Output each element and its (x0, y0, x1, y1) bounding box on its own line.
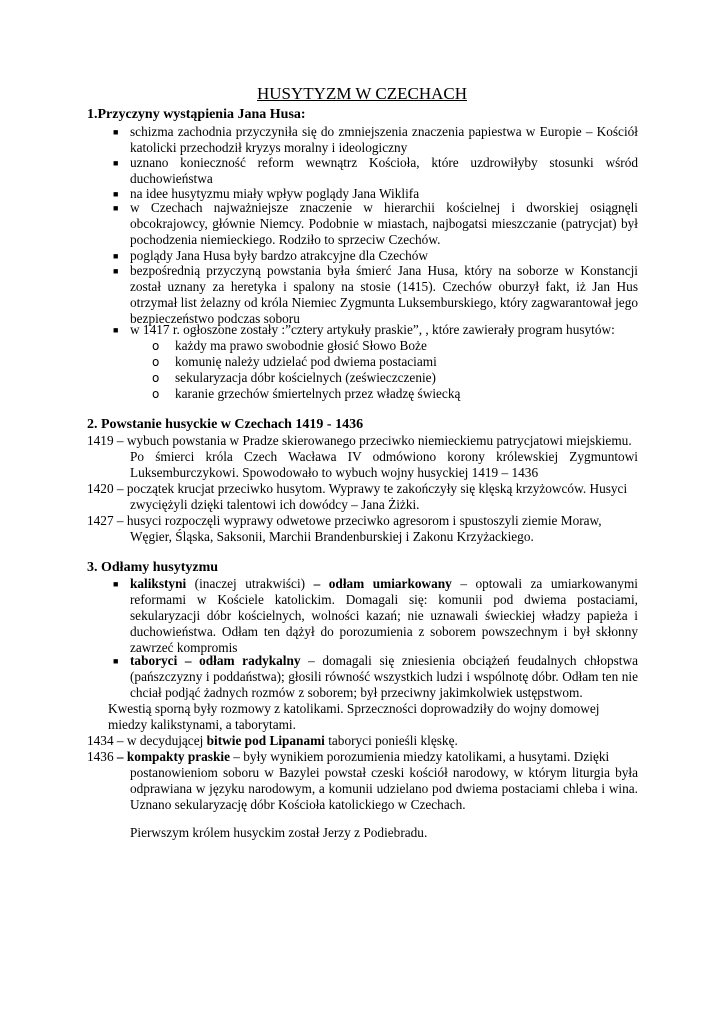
entry-continuation: postanowieniom soboru w Bazylei powstał czeski kościół narodowy, w którym liturgia była odprawiana w języku narodowym, a komunii udzielano pod dwiema postaciami chleba i wina. Uznano sekularyzację dóbr Kościoła katolickiego w Czechach. (130, 765, 638, 812)
entry-text: 1419 – wybuch powstania w Pradze skierowanego przeciwko niemieckiemu patrycjatowi miejskiemu. (87, 433, 632, 448)
page-title: HUSYTYZM W CZECHACH (257, 84, 467, 103)
entry-continuation: Węgier, Śląska, Saksonii, Marchii Brandenburskiej i Zakonu Krzyżackiego. (130, 529, 534, 544)
treaty-name: – kompakty praskie (116, 749, 230, 764)
sub-list-item: sekularyzacja dóbr kościelnych (ześwieczczenie) (175, 370, 436, 385)
timeline-entry (87, 513, 638, 545)
circle-bullet-icon: o (152, 355, 160, 369)
faction-name: taboryci – odłam radykalny (130, 653, 301, 668)
faction-description: – domagali się zniesienia obciążeń feudalnych chłopstwa (pańszczyzny i poddaństwa); głosili równość wszystkich ludzi i wspólnotę dóbr. Odłam ten nie chciał podjąć żadnych rozmów z soborem; był przeciwny jakimkolwiek ustępstwom. (130, 653, 639, 700)
bullet-icon: ■ (113, 656, 119, 666)
bullet-icon: ■ (113, 266, 119, 276)
entry-text: 1436 – kompakty praskie – były wynikiem porozumienia miedzy katolikami, a husytami. Dzięki (87, 749, 610, 764)
timeline-entry (87, 433, 638, 481)
bullet-icon: ■ (113, 579, 119, 589)
list-item: uznano konieczność reform wewnątrz Kościoła, które uzdrowiłyby stosunki wśród duchowieństwa (130, 155, 638, 186)
timeline-entry (87, 481, 638, 513)
bullet-icon: ■ (113, 251, 119, 261)
list-item: bezpośrednią przyczyną powstania była śmierć Jana Husa, który na soborze w Konstancji został uznany za heretyka i spalony na stosie (1415). Czechów oburzył fakt, iż Jan Hus otrzymał list żelazny od króla Niemiec Zygmunta Luksemburskiego, który zagwarantował jego bezpieczeństwo podczas soboru (130, 263, 638, 326)
sub-list-item: karanie grzechów śmiertelnych przez władzę świecką (175, 386, 461, 401)
entry-continuation: Po śmierci króla Czech Wacława IV odmówiono korony królewskiej Zygmuntowi Luksemburczykowi. Spowodowało to wybuch wojny husyckiej 1419 – 1436 (130, 449, 638, 480)
timeline-entry (87, 749, 638, 813)
entry-continuation: zwyciężyli dzięki talentowi ich dowódcy – Jana Żiżki. (130, 497, 420, 512)
list-item: schizma zachodnia przyczyniła się do zmniejszenia znaczenia papiestwa w Europie – Kościół katolicki przechodził kryzys moralny i ideologiczny (130, 124, 638, 155)
sub-list-item: każdy ma prawo swobodnie głosić Słowo Boże (175, 338, 427, 353)
paragraph (87, 701, 638, 733)
entry-text: 1434 – w decydującej bitwie pod Lipanami taboryci ponieśli klęskę. (87, 733, 458, 748)
section-1-heading: 1.Przyczyny wystąpienia Jana Husa: (87, 107, 306, 122)
entry-text: 1427 – husyci rozpoczęli wyprawy odwetowe przeciwko agresorom i spustoszyli ziemie Moraw, (87, 513, 602, 528)
faction-type: – odłam umiarkowany (313, 576, 452, 591)
list-item (130, 576, 638, 656)
timeline-entry (87, 733, 638, 749)
sub-list-item: komunię należy udzielać pod dwiema postaciami (175, 354, 437, 369)
bullet-icon: ■ (113, 325, 119, 335)
entry-text: 1420 – początek krucjat przeciwko husytom. Wyprawy te zakończyły się klęską krzyżowców. Husyci (87, 481, 628, 496)
paragraph-text: Kwestią sporną były rozmowy z katolikami. Sprzeczności doprowadziły do wojny domowej (108, 701, 600, 716)
list-item: w 1417 r. ogłoszone zostały :”cztery artykuły praskie”, , które zawierały program husytów: (130, 322, 615, 337)
closing-sentence: Pierwszym królem husyckim został Jerzy z Podiebradu. (130, 825, 428, 840)
list-item: na idee husytyzmu miały wpływ poglądy Jana Wiklifa (130, 186, 420, 201)
list-item (130, 653, 638, 701)
list-item: poglądy Jana Husa były bardzo atrakcyjne dla Czechów (130, 248, 428, 263)
circle-bullet-icon: o (152, 387, 160, 401)
faction-alias: (inaczej utrakwiści) (186, 576, 314, 591)
bullet-icon: ■ (113, 127, 119, 137)
faction-description: – optowali za umiarkowanymi reformami w Kościele katolickim. Domagali się: komunii pod dwiema postaciami, sekularyzacji dóbr kościelnych, wolności kazań; nie uznawali świeckiej władzy papieża i duchowieństwa. Odłam ten dążył do porozumienia z soborem powszechnym i był skłonny zawrzeć kompromis (130, 576, 638, 655)
faction-name: kalikstyni (130, 576, 187, 591)
section-2-heading: 2. Powstanie husyckie w Czechach 1419 - 1436 (87, 417, 364, 432)
circle-bullet-icon: o (152, 339, 160, 353)
section-3-heading: 3. Odłamy husytyzmu (87, 560, 219, 575)
paragraph-continuation: miedzy kalikstynami, a taborytami. (108, 717, 296, 732)
bullet-icon: ■ (113, 203, 119, 213)
list-item: w Czechach najważniejsze znaczenie w hierarchii kościelnej i dworskiej osiągnęli obcokrajowcy, głównie Niemcy. Podobnie w miastach, najbogatsi mieszczanie (patrycjat) był pochodzenia niemieckiego. Rodziło to sprzeciw Czechów. (130, 200, 638, 247)
bullet-icon: ■ (113, 158, 119, 168)
circle-bullet-icon: o (152, 371, 160, 385)
battle-name: bitwie pod Lipanami (206, 733, 325, 748)
bullet-icon: ■ (113, 189, 119, 199)
